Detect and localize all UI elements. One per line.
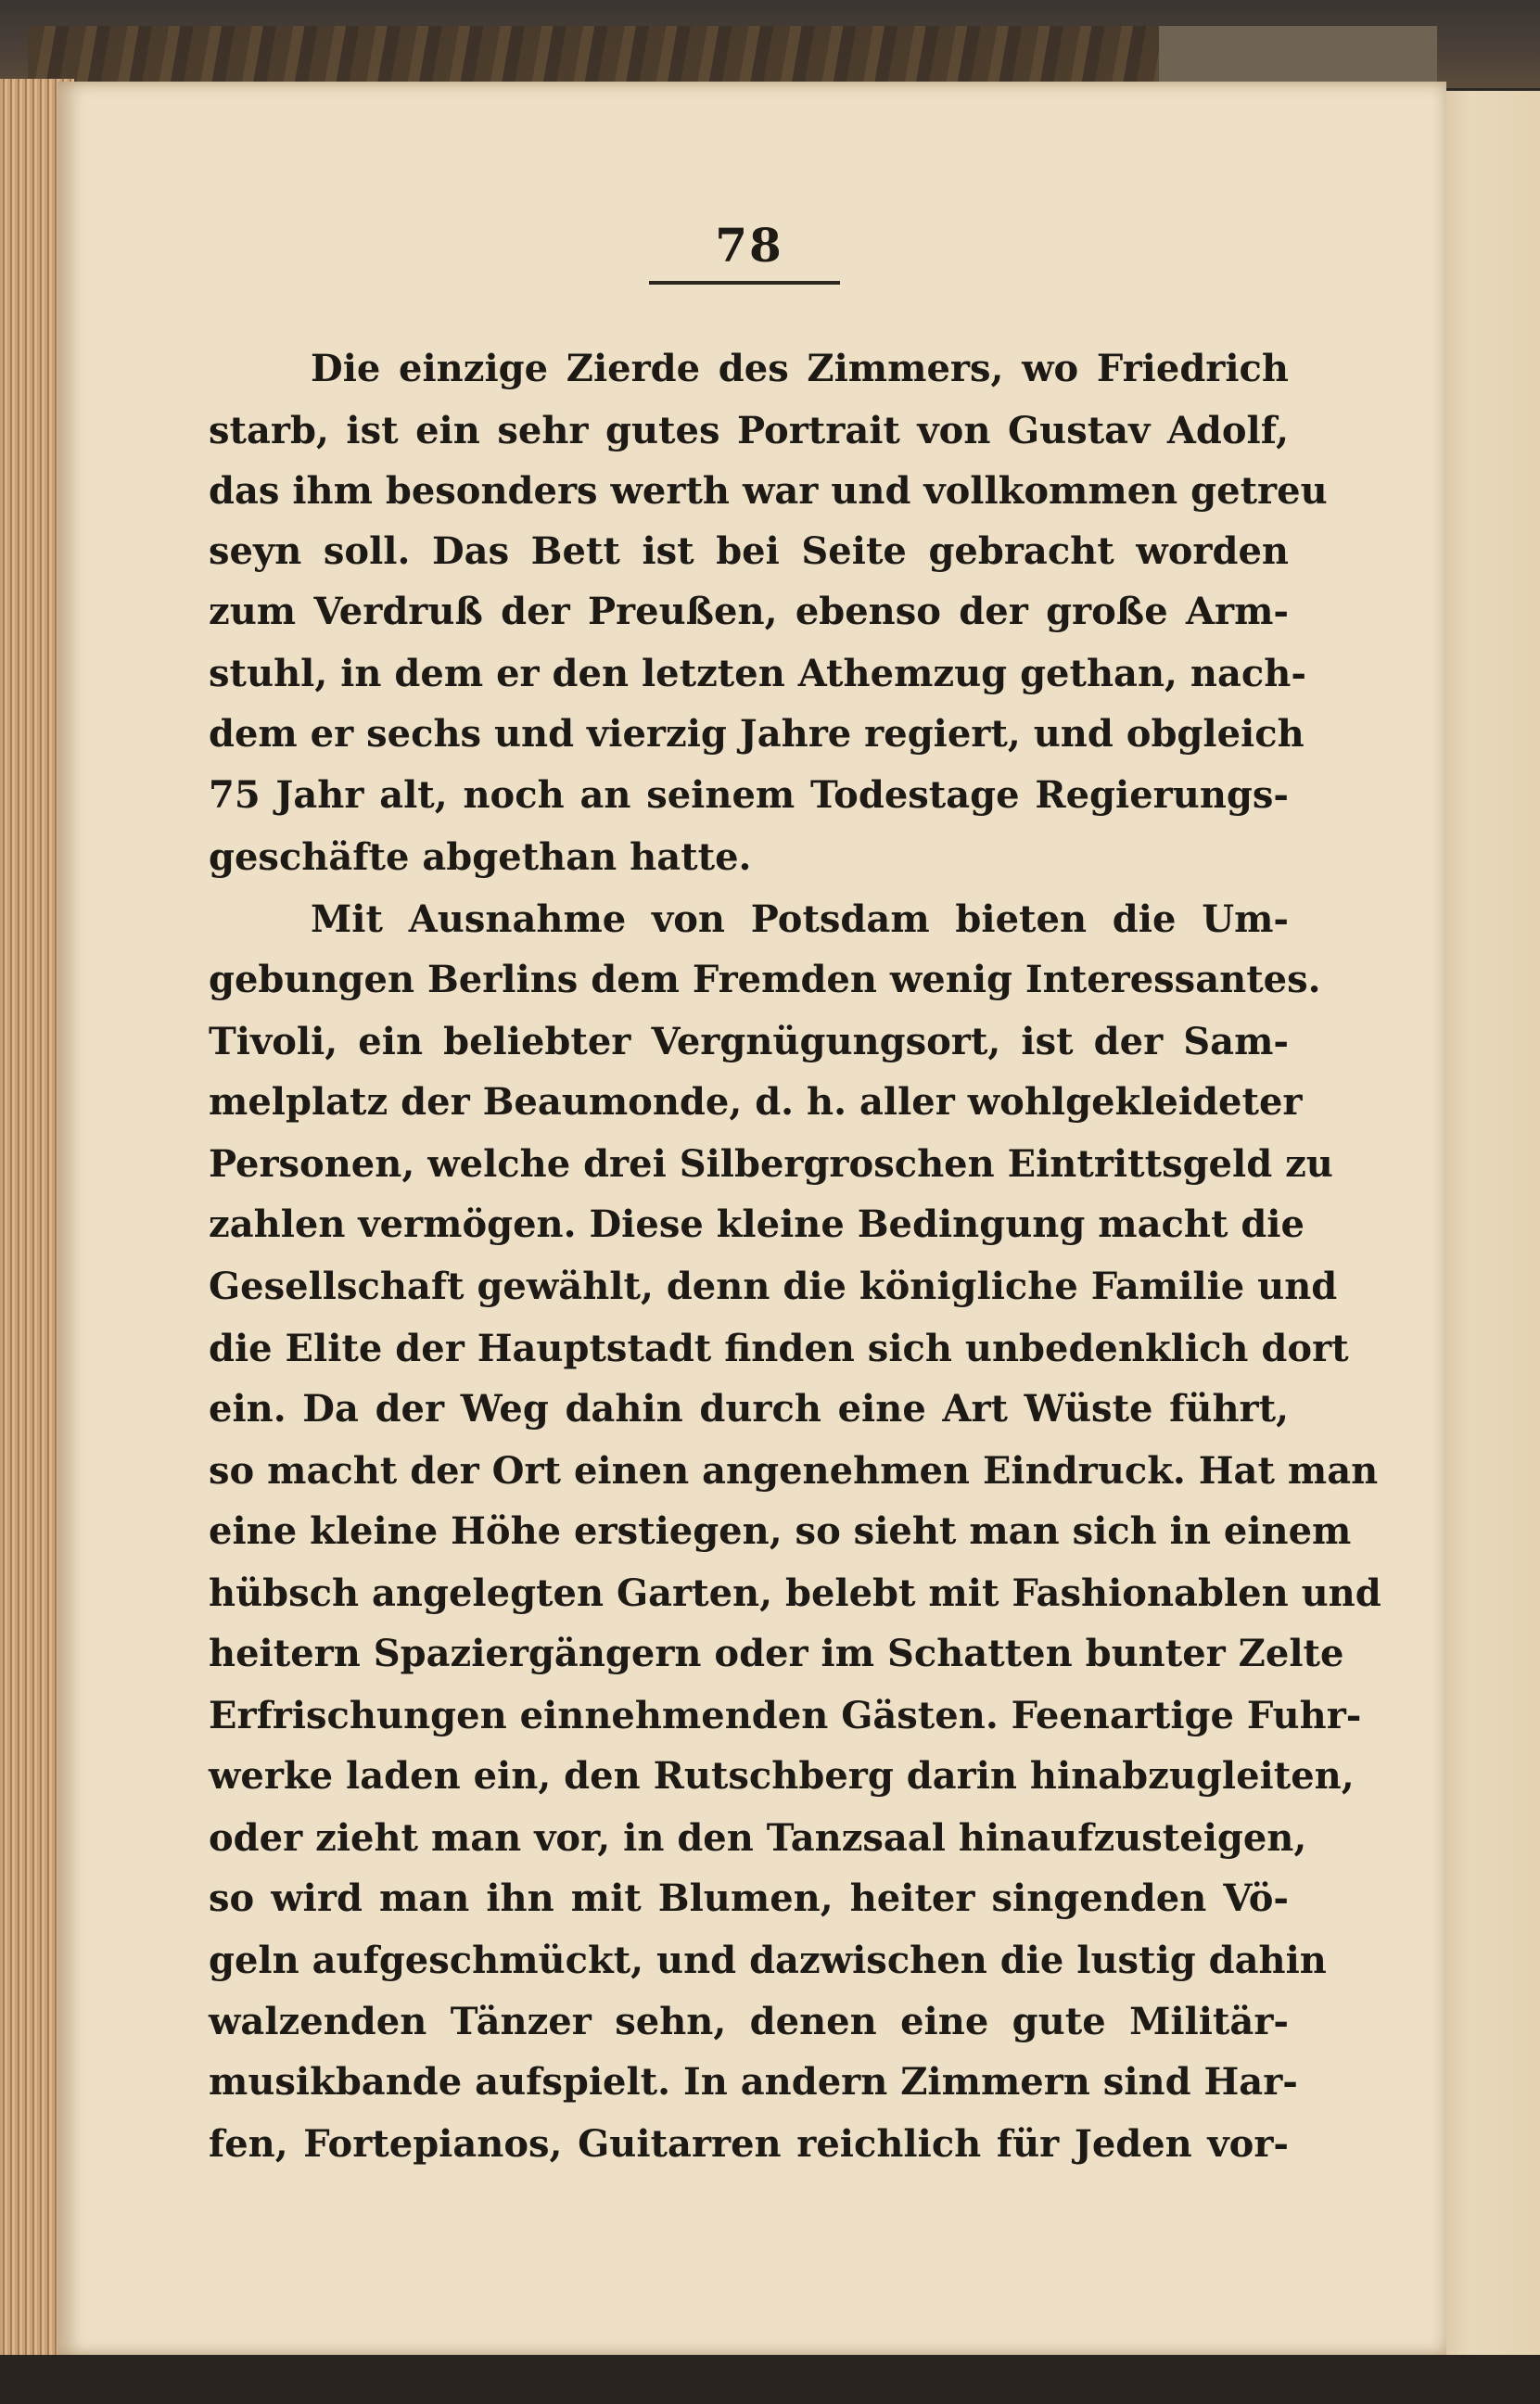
- text-line: eine kleine Höhe erstiegen, so sieht man sich in einem: [209, 1509, 1352, 1553]
- text-line: Tivoli, ein beliebter Vergnügungsort, ist der Sam-: [209, 1020, 1289, 1063]
- text-line: stuhl, in dem er den letzten Athemzug gethan, nach-: [209, 652, 1306, 695]
- text-line: starb, ist ein sehr gutes Portrait von Gustav Adolf,: [209, 409, 1289, 452]
- text-line: so macht der Ort einen angenehmen Eindruck. Hat man: [209, 1449, 1379, 1493]
- text-line: Mit Ausnahme von Potsdam bieten die Um-: [311, 897, 1289, 941]
- text-line: ein. Da der Weg dahin durch eine Art Wüste führt,: [209, 1387, 1289, 1431]
- cloth-spine: [1159, 26, 1437, 83]
- text-line: so wird man ihn mit Blumen, heiter singenden Vö-: [209, 1876, 1289, 1920]
- text-line: Personen, welche drei Silbergroschen Eintrittsgeld zu: [209, 1142, 1333, 1186]
- book-cover-top: [0, 0, 1540, 88]
- page-number-rule: [649, 281, 840, 285]
- text-line: geln aufgeschmückt, und dazwischen die lustig dahin: [209, 1939, 1327, 1982]
- text-line: das ihm besonders werth war und vollkommen getreu: [209, 469, 1328, 513]
- text-line: heitern Spaziergängern oder im Schatten bunter Zelte: [209, 1632, 1344, 1675]
- book-cover-bottom: [0, 2355, 1540, 2404]
- text-line: fen, Fortepianos, Guitarren reichlich für Jeden vor-: [209, 2122, 1289, 2166]
- facing-page-edge: [1435, 91, 1540, 2355]
- text-line: Gesellschaft gewählt, denn die königliche Familie und: [209, 1265, 1338, 1308]
- marbled-board: [28, 26, 1159, 83]
- text-line: oder zieht man vor, in den Tanzsaal hinaufzusteigen,: [209, 1816, 1307, 1860]
- text-line: werke laden ein, den Rutschberg darin hinabzugleiten,: [209, 1754, 1355, 1798]
- text-line: zahlen vermögen. Diese kleine Bedingung macht die: [209, 1202, 1305, 1246]
- text-line: zum Verdruß der Preußen, ebenso der große Arm-: [209, 590, 1289, 633]
- text-line: Erfrischungen einnehmenden Gästen. Feenartige Fuhr-: [209, 1694, 1362, 1737]
- page-number: 78: [715, 218, 783, 273]
- text-line: dem er sechs und vierzig Jahre regiert, und obgleich: [209, 712, 1305, 756]
- text-line: 75 Jahr alt, noch an seinem Todestage Regierungs-: [209, 773, 1289, 817]
- text-line: seyn soll. Das Bett ist bei Seite gebracht worden: [209, 529, 1289, 573]
- text-line: gebungen Berlins dem Fremden wenig Interessantes.: [209, 958, 1321, 1001]
- text-line: melplatz der Beaumonde, d. h. aller wohlgekleideter: [209, 1080, 1303, 1124]
- text-line: walzenden Tänzer sehn, denen eine gute Militär-: [209, 2000, 1289, 2043]
- text-line: geschäfte abgethan hatte.: [209, 835, 752, 879]
- text-line: Die einzige Zierde des Zimmers, wo Friedrich: [311, 347, 1289, 390]
- text-line: die Elite der Hauptstadt finden sich unbedenklich dort: [209, 1327, 1349, 1370]
- text-line: hübsch angelegten Garten, belebt mit Fashionablen und: [209, 1571, 1381, 1615]
- text-line: musikbande aufspielt. In andern Zimmern sind Har-: [209, 2060, 1298, 2104]
